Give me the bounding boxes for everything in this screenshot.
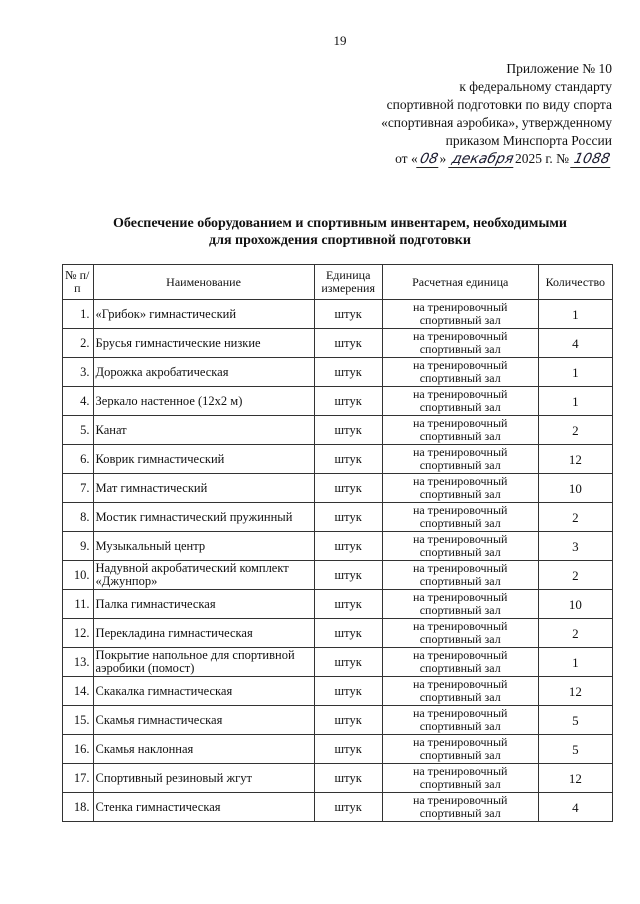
row-name: Коврик гимнастический xyxy=(93,445,314,474)
document-title xyxy=(70,215,610,249)
row-unit: штук xyxy=(314,300,382,329)
row-name: Скамья гимнастическая xyxy=(93,706,314,735)
appendix-line-standard: к федеральному стандарту xyxy=(459,79,612,94)
header-unit: Единица измерения xyxy=(314,265,382,300)
row-name: Скамья наклонная xyxy=(93,735,314,764)
row-quantity: 5 xyxy=(538,735,612,764)
row-quantity: 4 xyxy=(538,329,612,358)
row-number: 6. xyxy=(63,445,94,474)
row-number: 9. xyxy=(63,532,94,561)
row-number: 8. xyxy=(63,503,94,532)
row-unit: штук xyxy=(314,445,382,474)
row-name: «Грибок» гимнастический xyxy=(93,300,314,329)
row-name: Надувной акробатический комплект «Джунпор» xyxy=(93,561,314,590)
header-qty: Количество xyxy=(538,265,612,300)
row-quantity: 1 xyxy=(538,387,612,416)
order-month-handwritten: декабря xyxy=(448,151,517,168)
title-line-2: для прохождения спортивной подготовки xyxy=(209,233,471,248)
row-quantity: 2 xyxy=(538,561,612,590)
row-unit: штук xyxy=(314,590,382,619)
row-number: 12. xyxy=(63,619,94,648)
row-name: Брусья гимнастические низкие xyxy=(93,329,314,358)
table-row xyxy=(63,619,613,648)
row-name: Канат xyxy=(93,416,314,445)
row-number: 4. xyxy=(63,387,94,416)
row-number: 11. xyxy=(63,590,94,619)
row-quantity: 5 xyxy=(538,706,612,735)
header-calc: Расчетная единица xyxy=(382,265,538,300)
appendix-line-approved: «спортивная аэробика», утвержденному xyxy=(381,115,612,130)
row-unit: штук xyxy=(314,764,382,793)
inventory-table xyxy=(62,264,613,822)
appendix-block xyxy=(312,60,612,168)
order-number-handwritten: 1088 xyxy=(571,151,614,168)
table-row xyxy=(63,590,613,619)
row-calc-unit: на тренировочный спортивный зал xyxy=(382,358,538,387)
order-year: 2025 г. № xyxy=(514,151,569,166)
appendix-line-order: приказом Минспорта России xyxy=(445,133,612,148)
row-quantity: 12 xyxy=(538,764,612,793)
row-quantity: 2 xyxy=(538,503,612,532)
table-row xyxy=(63,764,613,793)
appendix-title: Приложение № 10 xyxy=(506,61,612,76)
order-day-handwritten: 08 xyxy=(416,151,441,168)
row-name: Дорожка акробатическая xyxy=(93,358,314,387)
header-name: Наименование xyxy=(93,265,314,300)
table-row xyxy=(63,474,613,503)
row-name: Палка гимнастическая xyxy=(93,590,314,619)
row-calc-unit: на тренировочный спортивный зал xyxy=(382,793,538,822)
row-calc-unit: на тренировочный спортивный зал xyxy=(382,677,538,706)
order-date-line xyxy=(312,150,612,168)
row-number: 18. xyxy=(63,793,94,822)
table-header-row xyxy=(63,265,613,300)
row-name: Перекладина гимнастическая xyxy=(93,619,314,648)
row-unit: штук xyxy=(314,677,382,706)
row-number: 2. xyxy=(63,329,94,358)
table-row xyxy=(63,358,613,387)
order-mid: » xyxy=(439,151,447,166)
row-calc-unit: на тренировочный спортивный зал xyxy=(382,300,538,329)
table-row xyxy=(63,648,613,677)
row-quantity: 1 xyxy=(538,300,612,329)
row-unit: штук xyxy=(314,416,382,445)
row-number: 10. xyxy=(63,561,94,590)
row-calc-unit: на тренировочный спортивный зал xyxy=(382,445,538,474)
table-row xyxy=(63,387,613,416)
table-row xyxy=(63,735,613,764)
row-quantity: 12 xyxy=(538,445,612,474)
row-calc-unit: на тренировочный спортивный зал xyxy=(382,561,538,590)
row-quantity: 4 xyxy=(538,793,612,822)
row-calc-unit: на тренировочный спортивный зал xyxy=(382,416,538,445)
row-calc-unit: на тренировочный спортивный зал xyxy=(382,590,538,619)
table-row xyxy=(63,677,613,706)
row-quantity: 10 xyxy=(538,474,612,503)
row-number: 1. xyxy=(63,300,94,329)
table-row xyxy=(63,416,613,445)
header-num: № п/п xyxy=(63,265,94,300)
row-name: Спортивный резиновый жгут xyxy=(93,764,314,793)
table-row xyxy=(63,706,613,735)
row-number: 13. xyxy=(63,648,94,677)
row-number: 17. xyxy=(63,764,94,793)
table-row xyxy=(63,503,613,532)
row-calc-unit: на тренировочный спортивный зал xyxy=(382,706,538,735)
title-line-1: Обеспечение оборудованием и спортивным инвентарем, необходимыми xyxy=(113,216,567,231)
row-unit: штук xyxy=(314,358,382,387)
row-name: Музыкальный центр xyxy=(93,532,314,561)
row-number: 7. xyxy=(63,474,94,503)
row-number: 14. xyxy=(63,677,94,706)
table-row xyxy=(63,793,613,822)
row-calc-unit: на тренировочный спортивный зал xyxy=(382,619,538,648)
page-number: 19 xyxy=(333,33,347,48)
row-quantity: 2 xyxy=(538,416,612,445)
row-calc-unit: на тренировочный спортивный зал xyxy=(382,329,538,358)
row-quantity: 1 xyxy=(538,648,612,677)
row-unit: штук xyxy=(314,619,382,648)
table-row xyxy=(63,329,613,358)
row-calc-unit: на тренировочный спортивный зал xyxy=(382,764,538,793)
row-name: Покрытие напольное для спортивной аэробики (помост) xyxy=(93,648,314,677)
row-unit: штук xyxy=(314,706,382,735)
row-name: Мат гимнастический xyxy=(93,474,314,503)
row-unit: штук xyxy=(314,561,382,590)
row-name: Стенка гимнастическая xyxy=(93,793,314,822)
row-calc-unit: на тренировочный спортивный зал xyxy=(382,648,538,677)
row-quantity: 1 xyxy=(538,358,612,387)
table-row xyxy=(63,445,613,474)
row-unit: штук xyxy=(314,735,382,764)
row-number: 16. xyxy=(63,735,94,764)
row-quantity: 3 xyxy=(538,532,612,561)
row-number: 3. xyxy=(63,358,94,387)
appendix-line-sport: спортивной подготовки по виду спорта xyxy=(386,97,612,112)
row-calc-unit: на тренировочный спортивный зал xyxy=(382,532,538,561)
table-body xyxy=(63,300,613,822)
row-name: Скакалка гимнастическая xyxy=(93,677,314,706)
row-name: Мостик гимнастический пружинный xyxy=(93,503,314,532)
row-unit: штук xyxy=(314,532,382,561)
row-number: 5. xyxy=(63,416,94,445)
row-quantity: 12 xyxy=(538,677,612,706)
row-calc-unit: на тренировочный спортивный зал xyxy=(382,387,538,416)
row-name: Зеркало настенное (12х2 м) xyxy=(93,387,314,416)
table-row xyxy=(63,532,613,561)
row-quantity: 10 xyxy=(538,590,612,619)
row-unit: штук xyxy=(314,793,382,822)
order-prefix: от « xyxy=(395,151,418,166)
table-row xyxy=(63,561,613,590)
row-quantity: 2 xyxy=(538,619,612,648)
row-unit: штук xyxy=(314,474,382,503)
row-calc-unit: на тренировочный спортивный зал xyxy=(382,503,538,532)
row-calc-unit: на тренировочный спортивный зал xyxy=(382,474,538,503)
row-unit: штук xyxy=(314,648,382,677)
table-row xyxy=(63,300,613,329)
row-unit: штук xyxy=(314,503,382,532)
row-unit: штук xyxy=(314,387,382,416)
row-number: 15. xyxy=(63,706,94,735)
row-calc-unit: на тренировочный спортивный зал xyxy=(382,735,538,764)
row-unit: штук xyxy=(314,329,382,358)
